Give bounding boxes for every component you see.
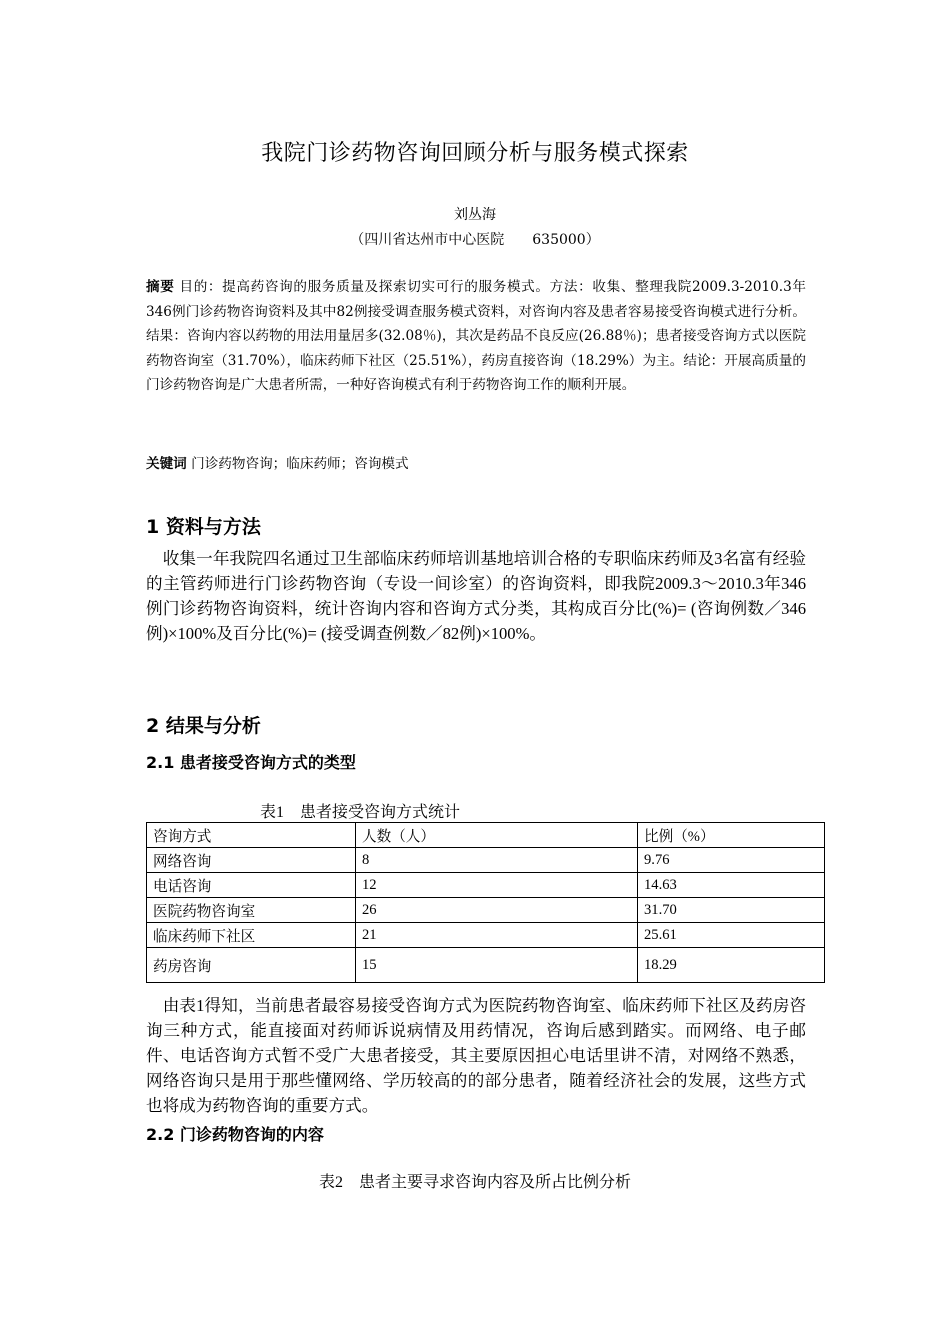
table-cell: 电话咨询 [147,873,356,898]
table-1 [146,822,825,983]
table-cell: 21 [356,923,638,948]
table-header-row [147,823,825,848]
table-cell: 31.70 [638,898,825,923]
keywords-label: 关键词 [146,456,187,472]
table-cell: 网络咨询 [147,848,356,873]
section-1-heading: 1 资料与方法 [146,516,261,538]
table-cell: 9.76 [638,848,825,873]
keywords [146,452,806,472]
table-cell: 14.63 [638,873,825,898]
table-cell: 8 [356,848,638,873]
table-header-cell: 人数（人） [356,823,638,848]
table-row [147,898,825,923]
section-2-heading: 2 结果与分析 [146,715,261,737]
table-row [147,873,825,898]
table-header-cell: 比例（%） [638,823,825,848]
table-1-caption: 表1 患者接受咨询方式统计 [260,804,461,821]
table-cell: 18.29 [638,948,825,983]
table-row [147,848,825,873]
table-cell: 医院药物咨询室 [147,898,356,923]
section-2-1-paragraph: 由表1得知，当前患者最容易接受咨询方式为医院药物咨询室、临床药师下社区及药房咨询三种方式，能直接面对药师诉说病情及用药情况，咨询后感到踏实。而网络、电子邮件、电话咨询方式暂不受广大患者接受，其主要原因担心电话里讲不清，对网络不熟悉，网络咨询只是用于那些懂网络、学历较高的的部分患者，随着经济社会的发展，这些方式也将成为药物咨询的重要方式。 [146,996,806,1115]
abstract [146,275,806,398]
table-row [147,948,825,983]
abstract-label: 摘要 [146,279,175,295]
abstract-text: 目的：提高药咨询的服务质量及探索切实可行的服务模式。方法：收集、整理我院2009.3-2010.3年346例门诊药物咨询资料及其中82例接受调查服务模式资料，对咨询内容及患者容易接受咨询模式进行分析。结果：咨询内容以药物的用法用量居多(32.08％)，其次是药品不良反应(26.88％)；患者接受咨询方式以医院药物咨询室（31.70%），临床药师下社区（25.51%），药房直接咨询（18.29%）为主。结论：开展高质量的门诊药物咨询是广大患者所需，一种好咨询模式有利于药物咨询工作的顺利开展。 [146,279,807,394]
author-affiliation: （四川省达州市中心医院 635000） [350,232,600,248]
table-cell: 药房咨询 [147,948,356,983]
table-cell: 15 [356,948,638,983]
table-2-caption: 表2 患者主要寻求咨询内容及所占比例分析 [318,1174,631,1191]
table-header-cell: 咨询方式 [147,823,356,848]
table-cell: 26 [356,898,638,923]
keywords-text: 门诊药物咨询；临床药师；咨询模式 [186,456,409,472]
table-cell: 临床药师下社区 [147,923,356,948]
subsection-2-1-heading: 2.1 患者接受咨询方式的类型 [146,753,356,772]
section-1-paragraph: 收集一年我院四名通过卫生部临床药师培训基地培训合格的专职临床药师及3名富有经验的主管药师进行门诊药物咨询（专设一间诊室）的咨询资料，即我院2009.3～2010.3年346例门诊药物咨询资料，统计咨询内容和咨询方式分类，其构成百分比(%)= (咨询例数／346例)×100%及百分比(%)= (接受调查例数／82例)×100%。 [146,549,806,643]
table-cell: 25.61 [638,923,825,948]
author-name: 刘丛海 [454,207,496,223]
table-row [147,923,825,948]
subsection-2-2-heading: 2.2 门诊药物咨询的内容 [146,1125,324,1144]
paper-title: 我院门诊药物咨询回顾分析与服务模式探索 [261,141,689,166]
table-cell: 12 [356,873,638,898]
